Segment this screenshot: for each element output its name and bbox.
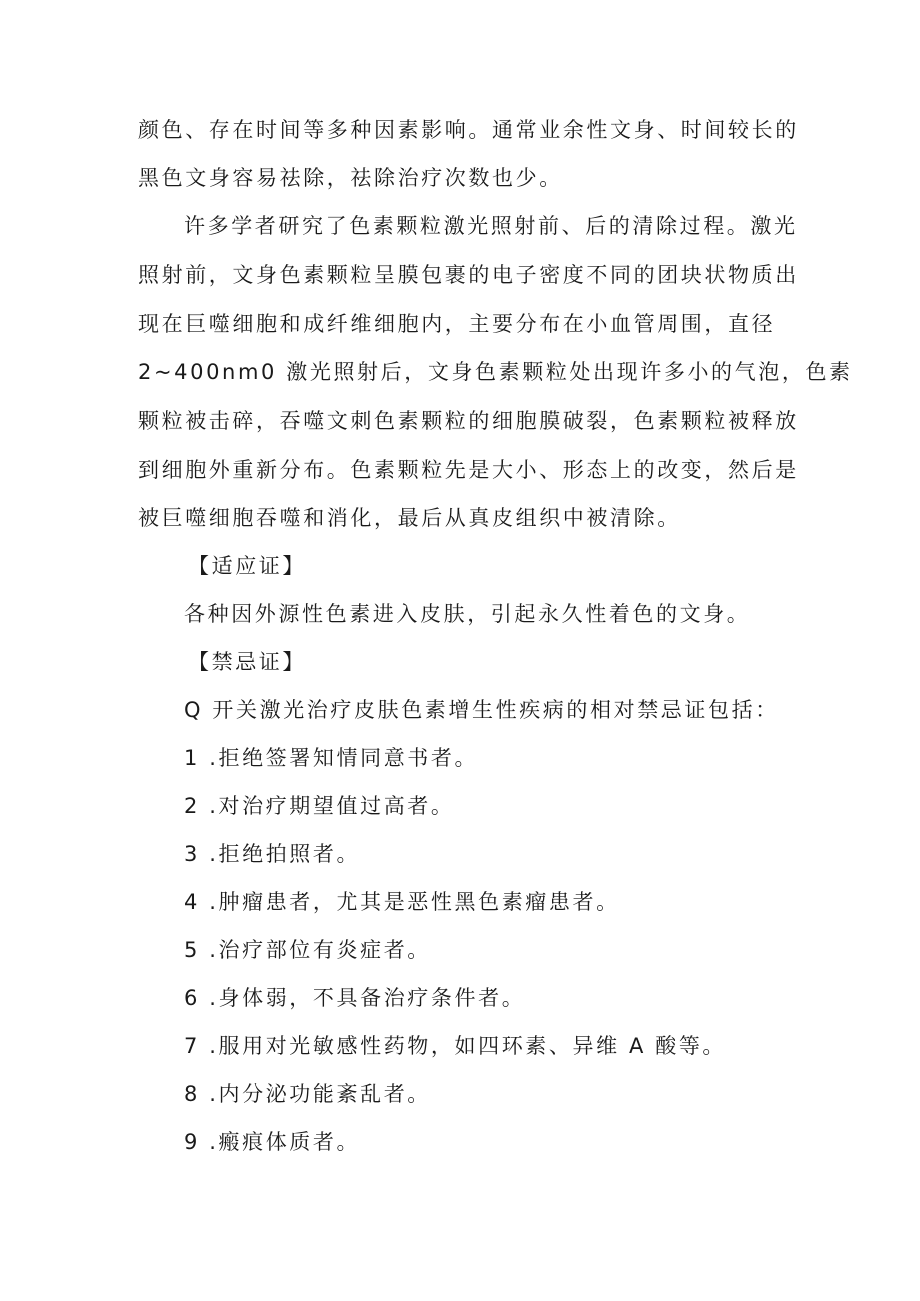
indications-heading: 【适应证】 <box>188 554 306 578</box>
list-item: 1 .拒绝签署知情同意书者。 <box>184 746 479 770</box>
list-item: 9 .瘢痕体质者。 <box>184 1130 361 1154</box>
paragraph-2-line-6: 到细胞外重新分布。色素颗粒先是大小、形态上的改变，然后是 <box>138 458 799 482</box>
paragraph-1-line-2: 黑色文身容易祛除，祛除治疗次数也少。 <box>138 166 563 190</box>
list-item: 5 .治疗部位有炎症者。 <box>184 938 431 962</box>
paragraph-2-line-2: 照射前，文身色素颗粒呈膜包裹的电子密度不同的团块状物质出 <box>138 263 799 287</box>
indications-text: 各种因外源性色素进入皮肤，引起永久性着色的文身。 <box>184 602 751 626</box>
paragraph-2-line-7: 被巨噬细胞吞噬和消化，最后从真皮组织中被清除。 <box>138 506 681 530</box>
paragraph-2-line-3: 现在巨噬细胞和成纤维细胞内，主要分布在小血管周围，直径 <box>138 312 776 336</box>
list-item: 7 .服用对光敏感性药物，如四环素、异维 A 酸等。 <box>184 1034 727 1058</box>
contraindications-intro: Q 开关激光治疗皮肤色素增生性疾病的相对禁忌证包括： <box>184 698 779 722</box>
list-item: 6 .身体弱，不具备治疗条件者。 <box>184 986 526 1010</box>
paragraph-2-line-1: 许多学者研究了色素颗粒激光照射前、后的清除过程。激光 <box>184 214 798 238</box>
paragraph-2-line-4: 2~400nm0 激光照射后，文身色素颗粒处出现许多小的气泡，色素 <box>138 360 853 384</box>
list-item: 2 .对治疗期望值过高者。 <box>184 794 455 818</box>
paragraph-2-line-5: 颗粒被击碎，吞噬文刺色素颗粒的细胞膜破裂，色素颗粒被释放 <box>138 409 799 433</box>
list-item: 4 .肿瘤患者，尤其是恶性黑色素瘤患者。 <box>184 890 620 914</box>
paragraph-1-line-1: 颜色、存在时间等多种因素影响。通常业余性文身、时间较长的 <box>138 118 799 142</box>
list-item: 3 .拒绝拍照者。 <box>184 842 361 866</box>
contraindications-heading: 【禁忌证】 <box>188 650 306 674</box>
list-item: 8 .内分泌功能紊乱者。 <box>184 1082 431 1106</box>
